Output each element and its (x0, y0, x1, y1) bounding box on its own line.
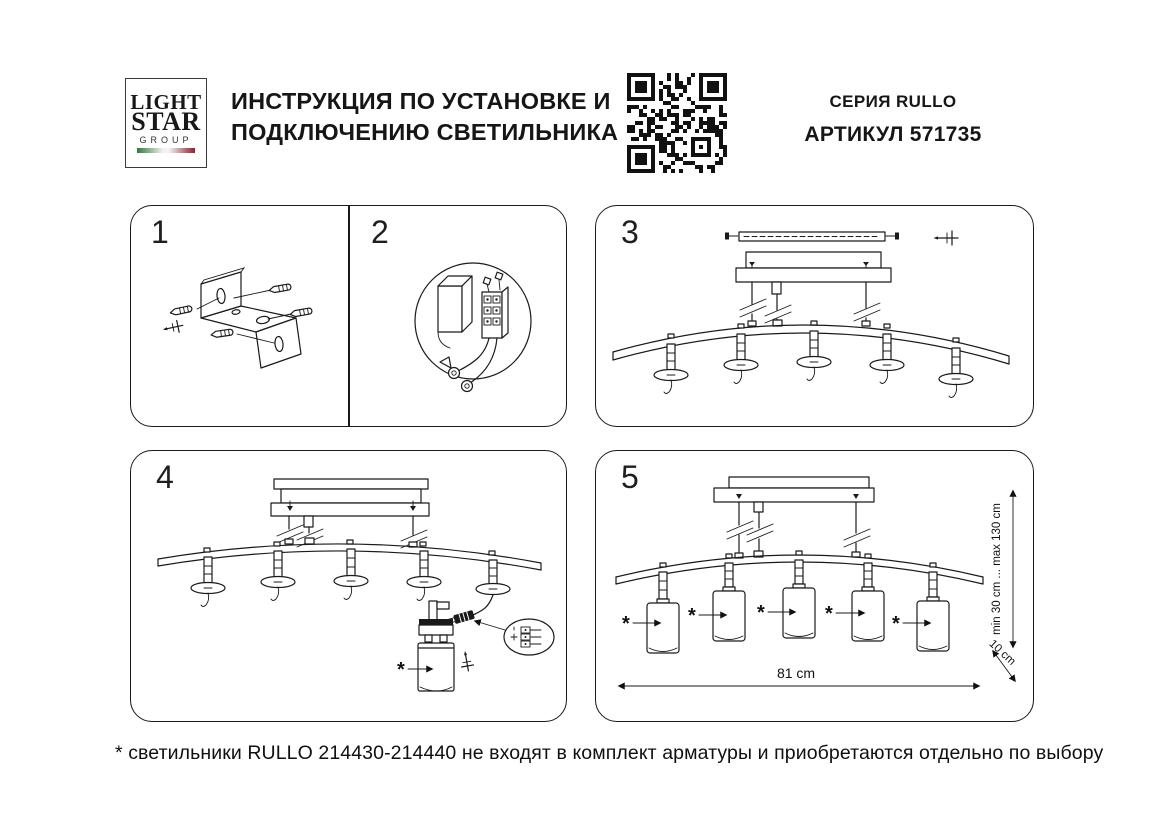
suspension-rods (740, 282, 880, 326)
screw-icon (934, 231, 959, 245)
lamp-required-marker: * (688, 605, 696, 627)
canopy (736, 252, 891, 282)
article-label: АРТИКУЛ 571735 (804, 123, 982, 146)
page-title-line2: ПОДКЛЮЧЕНИЮ СВЕТИЛЬНИКА (231, 119, 619, 145)
bracket-side (438, 276, 472, 348)
step-number-1: 1 (151, 214, 169, 250)
step-number-3: 3 (621, 214, 639, 250)
step5-final-assembly-drawing (596, 451, 1033, 721)
screw-icon (459, 650, 474, 672)
step2-wiring-drawing (348, 206, 566, 426)
dimension-height (991, 491, 1013, 647)
dimension-depth-label: 10 cm (986, 637, 1018, 668)
connector-detail-magnifier (475, 619, 554, 655)
lightstar-logo (125, 78, 207, 168)
product-info (788, 92, 998, 147)
panel-step-3 (595, 205, 1034, 427)
dimension-width (619, 665, 979, 686)
dimension-height-label: min 30 cm ... max 130 cm (991, 503, 1003, 635)
step-number-5: 5 (621, 459, 639, 495)
logo-word-star: STAR (131, 107, 201, 136)
lamp-required-marker: * (757, 602, 765, 624)
lamp-wire-and-connector (447, 595, 493, 626)
mounting-bracket (201, 268, 301, 368)
ceiling-strip (714, 477, 874, 502)
suspension-rods (727, 502, 870, 558)
page-title (231, 86, 618, 148)
lamp-required-marker: * (622, 613, 630, 635)
ceiling-strip (725, 232, 899, 241)
page-title-line1: ИНСТРУКЦИЯ ПО УСТАНОВКЕ И (231, 88, 611, 114)
panel-steps-1-2 (130, 205, 567, 427)
lamp-required-marker: * (892, 613, 900, 635)
step4-lamp-connection-drawing (131, 451, 566, 721)
logo-word-light: LIGHT (130, 90, 202, 114)
step-number-4: 4 (156, 459, 174, 495)
dimension-width-label: 81 cm (776, 665, 816, 681)
screw-icon (162, 319, 185, 335)
lamp-required-marker: * (397, 659, 405, 681)
terminal-block (482, 272, 508, 338)
supply-wires (440, 338, 497, 392)
lamp-socket-and-shade (418, 601, 454, 691)
step3-suspension-drawing (596, 206, 1033, 426)
step-number-2: 2 (371, 214, 389, 250)
logo-word-group: GROUP (139, 135, 193, 145)
footnote: * светильники RULLO 214430-214440 не входят в комплект арматуры и приобретаются отдельно по выбору (115, 742, 1104, 764)
panel-step-4 (130, 450, 567, 722)
panel-step-5 (595, 450, 1034, 722)
qr-code (627, 73, 727, 173)
step1-bracket-drawing (131, 206, 349, 426)
series-label: СЕРИЯ RULLO (829, 92, 957, 111)
italian-flag-bar (137, 148, 195, 153)
lamp-required-marker: * (825, 603, 833, 625)
ceiling-strip (271, 479, 429, 516)
